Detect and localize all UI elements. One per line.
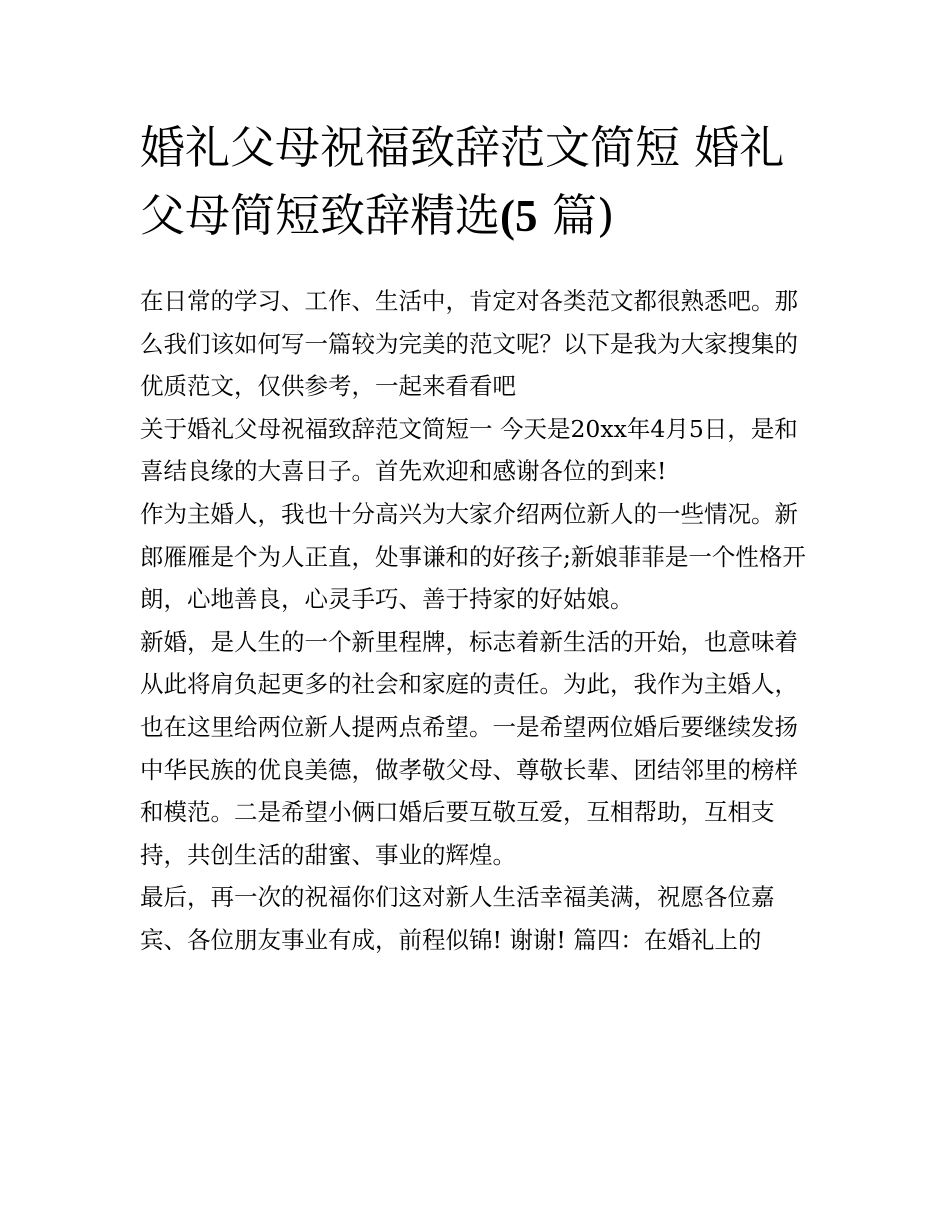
paragraph-introduction-of-couple: 作为主婚人，我也十分高兴为大家介绍两位新人的一些情况。新郎雁雁是个为人正直，处事谦和的好孩子;新娘菲菲是一个性格开朗，心地善良，心灵手巧、善于持家的好姑娘。 [140,499,806,614]
paragraph-hopes: 新婚，是人生的一个新里程牌，标志着新生活的开始，也意味着从此将肩负起更多的社会和家庭的责任。为此，我作为主婚人，也在这里给两位新人提两点希望。一是希望两位婚后要继续发扬中华民族的优良美德，做孝敬父母、尊敬长辈、团结邻里的榜样和模范。二是希望小俩口婚后要互敬互爱，互相帮助，互相支持，共创生活的甜蜜、事业的辉煌。 [140,627,798,869]
paragraph-intro: 在日常的学习、工作、生活中，肯定对各类范文都很熟悉吧。那么我们该如何写一篇较为完美的范文呢？以下是我为大家搜集的优质范文，仅供参考，一起来看看吧 [140,287,798,401]
title-text: 婚礼父母祝福致辞范文简短 婚礼父母简短致辞精选 [140,121,785,242]
document-title [140,114,820,250]
document-body [140,280,820,962]
title-count: (5 [500,191,538,241]
paragraph-opening: 关于婚礼父母祝福致辞范文简短一 今天是20xx年4月5日，是和喜结良缘的大喜日子。首先欢迎和感谢各位的到来! [140,414,798,486]
title-suffix: 篇) [551,189,615,242]
paragraph-closing: 最后，再一次的祝福你们这对新人生活幸福美满，祝愿各位嘉宾、各位朋友事业有成，前程似锦! 谢谢! 篇四：在婚礼上的 [140,883,775,954]
